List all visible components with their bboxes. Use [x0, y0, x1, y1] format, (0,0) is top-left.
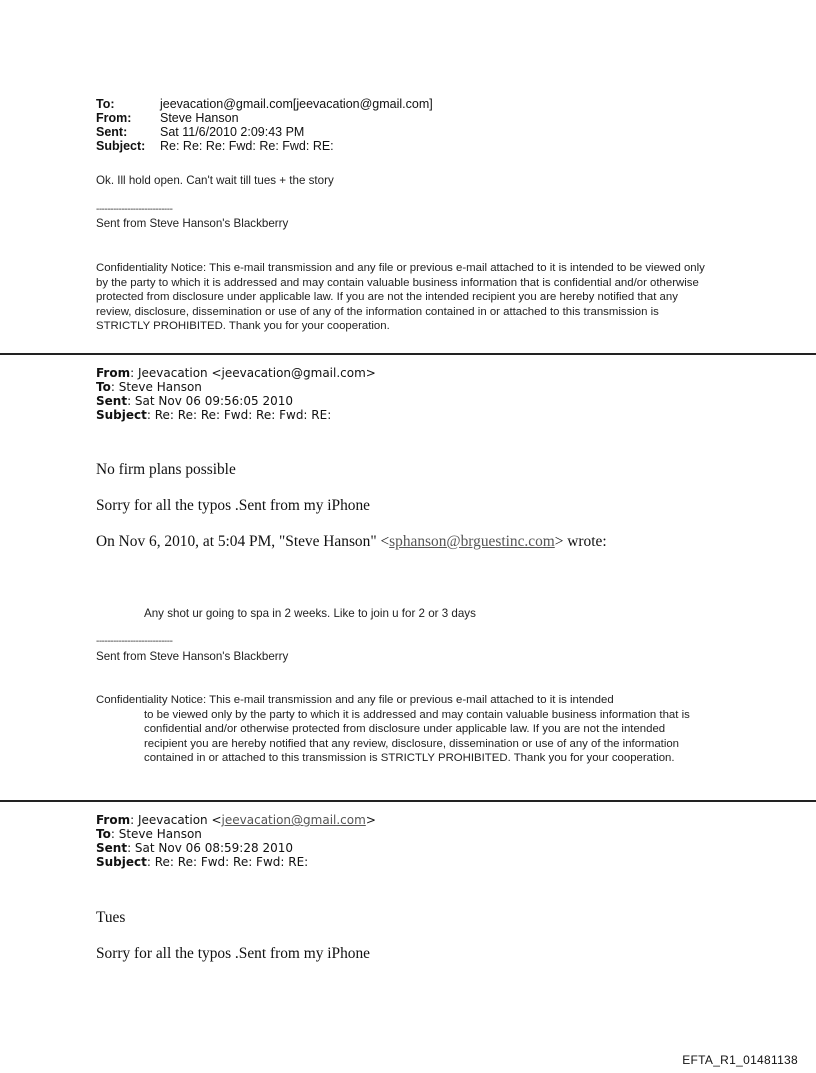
document-id: EFTA_R1_01481138	[682, 1053, 798, 1067]
to-row	[96, 380, 202, 395]
message1-confidentiality-notice: Confidentiality Notice: This e-mail transmission and any file or previous e-mail attached to it is intended to be viewed only by the party to which it is addressed and may contain valuable business information that is confidential and/or otherwise protected from disclosure under applicable law. If you are not the intended recipient you are hereby notified that any review, disclosure, dissemination or use of any of the information contained in or attached to this transmission is STRICTLY PROHIBITED. Thank you for your cooperation.	[96, 262, 705, 333]
divider	[0, 353, 816, 355]
subject-value: : Re: Re: Re: Fwd: Re: Fwd: RE:	[146, 408, 332, 422]
notice-rest: to be viewed only by the party to which it is addressed and may contain valuable business information that is confidential and/or otherwise protected from disclosure under applicable law. If you are not the intended recipient you are hereby notified that any review, disclosure, dissemination or use of any of the information contained in or attached to this transmission is STRICTLY PROHIBITED. Thank you for your cooperation.	[144, 708, 690, 765]
sent-value: : Sat Nov 06 09:56:05 2010	[127, 394, 293, 408]
from-suffix: >	[365, 813, 376, 827]
sent-row	[96, 394, 293, 409]
subject-row	[96, 408, 331, 423]
from-value: Steve Hanson	[160, 111, 239, 125]
divider	[0, 800, 816, 802]
to-label: To	[96, 380, 111, 394]
to-label: To	[96, 827, 111, 841]
to-value: : Steve Hanson	[110, 827, 202, 841]
from-row	[96, 366, 376, 381]
sent-value: Sat 11/6/2010 2:09:43 PM	[160, 125, 305, 139]
from-email-link[interactable]: jeevacation@gmail.com	[221, 813, 366, 827]
from-row	[96, 111, 239, 125]
message3-line1: Tues	[96, 909, 126, 926]
message3-line2: Sorry for all the typos .Sent from my iPhone	[96, 945, 371, 962]
message1-signature: Sent from Steve Hanson's Blackberry	[96, 217, 289, 230]
subject-value: Re: Re: Re: Fwd: Re: Fwd: RE:	[160, 139, 334, 153]
message2-separator: ---------------------------	[96, 636, 173, 647]
sent-row	[96, 125, 304, 139]
message1-separator: ---------------------------	[96, 204, 173, 215]
subject-value: : Re: Re: Fwd: Re: Fwd: RE:	[146, 855, 309, 869]
from-label: From	[96, 366, 131, 380]
to-row	[96, 827, 202, 842]
subject-row	[96, 139, 334, 153]
from-value: : Jeevacation <jeevacation@gmail.com>	[130, 366, 376, 380]
message2-signature: Sent from Steve Hanson's Blackberry	[96, 650, 289, 663]
sent-label: Sent	[96, 394, 128, 408]
subject-row	[96, 855, 308, 870]
from-prefix: : Jeevacation <	[130, 813, 222, 827]
sent-value: : Sat Nov 06 08:59:28 2010	[127, 841, 293, 855]
message2-confidentiality-notice	[96, 693, 696, 766]
sent-row	[96, 841, 293, 856]
message1-body: Ok. Ill hold open. Can't wait till tues + the story	[96, 174, 334, 187]
subject-label: Subject	[96, 408, 147, 422]
message2-quoted-body: Any shot ur going to spa in 2 weeks. Like to join u for 2 or 3 days	[144, 607, 476, 620]
to-value: jeevacation@gmail.com[jeevacation@gmail.com]	[160, 97, 433, 111]
to-value: : Steve Hanson	[110, 380, 202, 394]
message2-line2: Sorry for all the typos .Sent from my iPhone	[96, 497, 371, 514]
sent-label: Sent:	[96, 125, 128, 139]
message2-quote-header	[96, 533, 607, 551]
quote-suffix: > wrote:	[554, 533, 607, 550]
from-row	[96, 813, 376, 828]
to-label: To:	[96, 97, 115, 111]
subject-label: Subject	[96, 855, 147, 869]
quote-prefix: On Nov 6, 2010, at 5:04 PM, "Steve Hanson" <	[96, 533, 390, 550]
from-label: From	[96, 813, 131, 827]
quote-email-link[interactable]: sphanson@brguestinc.com	[389, 533, 555, 550]
notice-first-line: Confidentiality Notice: This e-mail transmission and any file or previous e-mail attached to it is intended	[96, 694, 614, 706]
sent-label: Sent	[96, 841, 128, 855]
subject-label: Subject:	[96, 139, 146, 153]
to-row	[96, 97, 433, 111]
message2-line1: No firm plans possible	[96, 461, 236, 478]
from-label: From:	[96, 111, 132, 125]
